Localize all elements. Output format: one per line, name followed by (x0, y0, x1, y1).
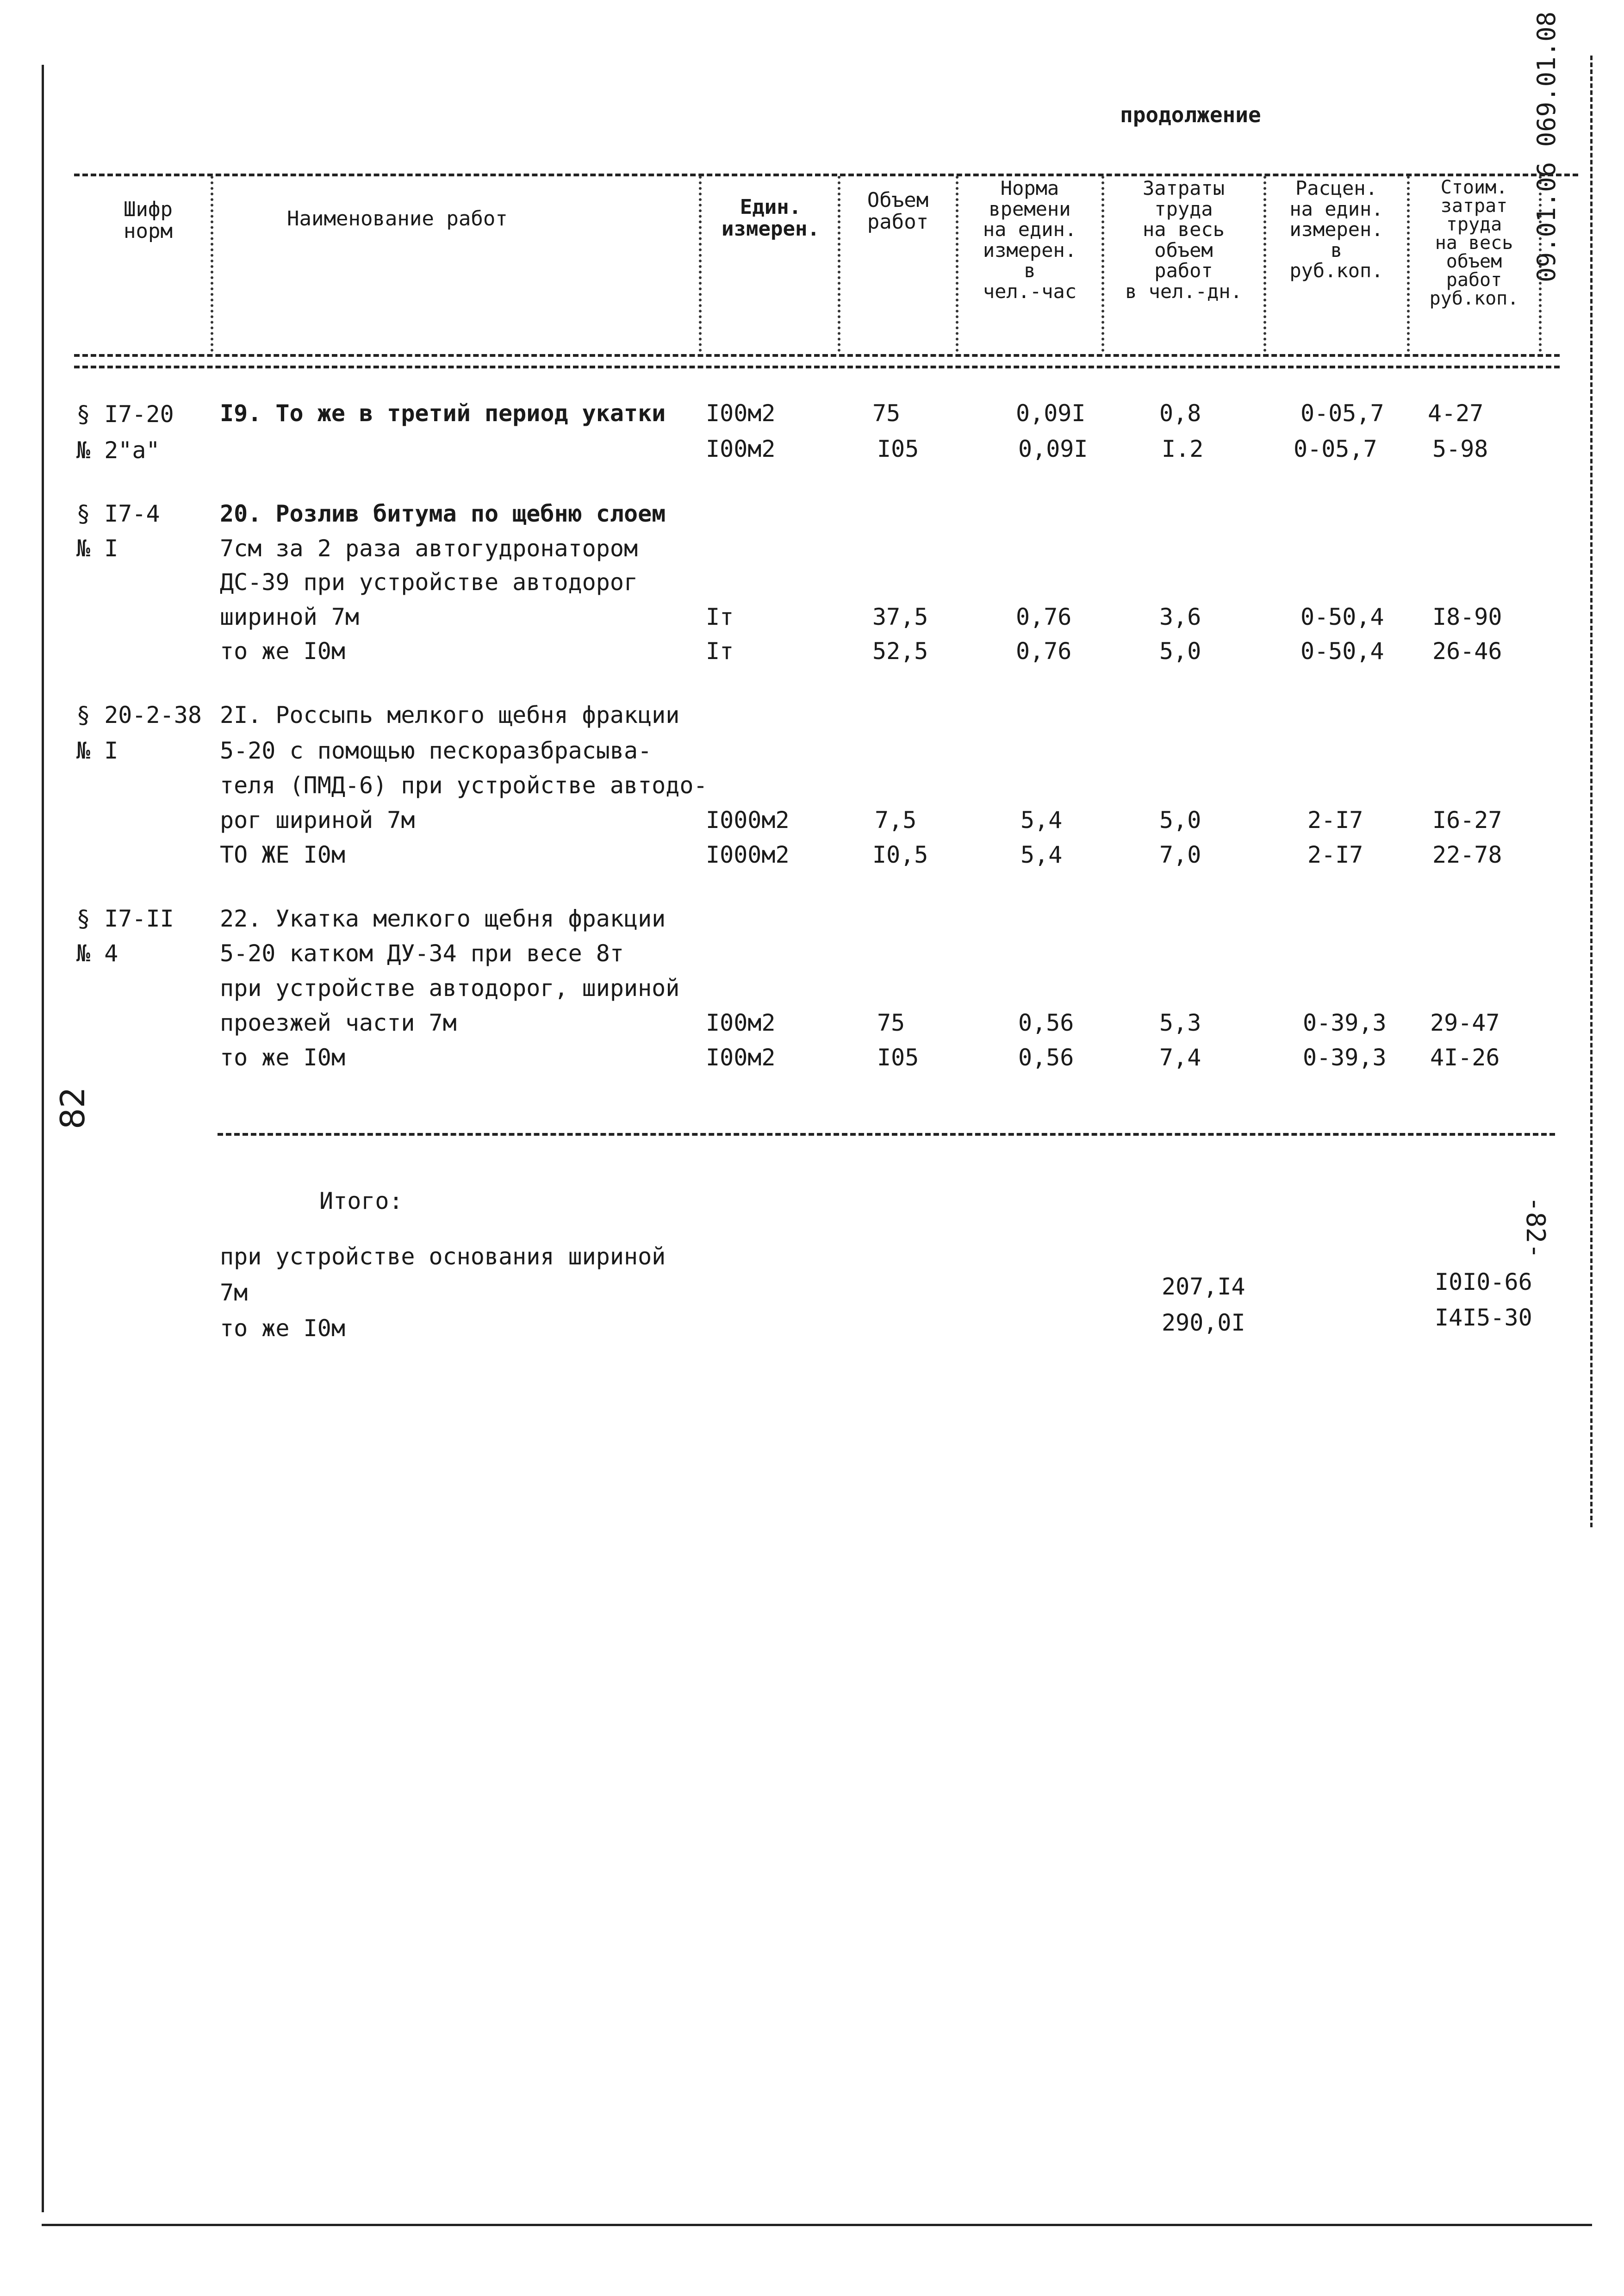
cell-norm: 0,56 (1018, 1009, 1074, 1036)
cell-volume: I05 (877, 436, 919, 462)
col-header-labor: Затраты труда на весь объем работ в чел.-дн. (1125, 177, 1242, 303)
cell-norm: 0,09I (1016, 400, 1086, 427)
cell-rate: 0-50,4 (1300, 604, 1384, 630)
cell-rate: 0-05,7 (1300, 400, 1384, 427)
col-header-cost: Стоим. затрат труда на весь объем работ руб.коп. (1429, 177, 1519, 309)
cell-cost: 4-27 (1428, 400, 1484, 427)
cell-volume: I05 (877, 1044, 919, 1071)
row-name-line: теля (ПМД-6) при устройстве автодо- (220, 772, 708, 799)
col-sep (1263, 176, 1266, 352)
row-name-line: I9. То же в третий период укатки (220, 400, 666, 427)
cell-labor: I.2 (1162, 436, 1204, 462)
cell-norm: 0,09I (1018, 436, 1088, 462)
continuation-label: продолжение (1120, 102, 1261, 127)
cell-volume: 75 (872, 400, 901, 427)
row-name-line: при устройстве автодорог, шириной (220, 975, 680, 1002)
right-border (1590, 56, 1593, 1527)
cell-volume: 37,5 (872, 604, 928, 630)
row-name-line: 20. Розлив битума по щебню слоем (220, 500, 666, 527)
cell-cost: I6-27 (1432, 807, 1502, 834)
row-code: § 20-2-38 (76, 702, 202, 728)
cell-labor: 5,0 (1159, 638, 1201, 665)
totals-divider (218, 1133, 1555, 1136)
col-header-norm: Норма времени на един. измерен. в чел.-час (983, 177, 1077, 303)
cell-cost: 29-47 (1430, 1009, 1500, 1036)
cell-rate: 2-I7 (1307, 841, 1363, 868)
row-name-line: ТО ЖЕ I0м (220, 841, 345, 868)
cell-labor: 7,0 (1159, 841, 1201, 868)
cell-volume: 52,5 (872, 638, 928, 665)
col-header-unit: Един. измерен. (722, 195, 820, 241)
cell-unit: I00м2 (706, 400, 776, 427)
col-sep (838, 176, 840, 352)
totals-cost-7m: I0I0-66 (1435, 1269, 1532, 1295)
cell-cost: 26-46 (1432, 638, 1502, 665)
col-sep (211, 176, 213, 352)
left-border (42, 65, 44, 2212)
header-top-rule (74, 174, 1578, 176)
cell-unit: Iт (706, 604, 734, 630)
totals-line: 7м (220, 1279, 248, 1306)
cell-labor: 5,0 (1159, 807, 1201, 834)
cell-cost: 4I-26 (1430, 1044, 1500, 1071)
totals-labor-7m: 207,I4 (1162, 1273, 1245, 1300)
cell-norm: 0,76 (1016, 604, 1072, 630)
row-name-line: рог шириной 7м (220, 807, 415, 834)
col-sep (1101, 176, 1104, 352)
totals-labor-10m: 290,0I (1162, 1309, 1245, 1336)
cell-norm: 0,56 (1018, 1044, 1074, 1071)
row-code: § I7-20 (76, 401, 174, 428)
cell-norm: 0,76 (1016, 638, 1072, 665)
col-header-name: Наименование работ (287, 207, 508, 230)
document-code: 09.01.06 069.01.08 (1532, 11, 1561, 282)
row-code-item: № 4 (76, 940, 118, 967)
col-header-code: Шифр норм (124, 198, 173, 243)
cell-norm: 5,4 (1020, 807, 1063, 834)
row-name-line: ДС-39 при устройстве автодорог (220, 569, 638, 596)
row-name-line: 2I. Россыпь мелкого щебня фракции (220, 702, 680, 728)
cell-rate: 0-39,3 (1303, 1009, 1387, 1036)
bottom-border (42, 2224, 1592, 2226)
cell-labor: 0,8 (1159, 400, 1201, 427)
row-code: § I7-II (76, 905, 174, 932)
cell-unit: Iт (706, 638, 734, 665)
cell-rate: 0-05,7 (1294, 436, 1377, 462)
col-header-rate: Расцен. на един. измерен. в руб.коп. (1289, 177, 1383, 282)
row-name-line: проезжей части 7м (220, 1009, 457, 1036)
cell-labor: 7,4 (1159, 1044, 1201, 1071)
cell-rate: 0-50,4 (1300, 638, 1384, 665)
cell-unit: I000м2 (706, 807, 790, 834)
row-code: § I7-4 (76, 500, 160, 527)
totals-title: Итого: (319, 1188, 403, 1214)
cell-labor: 3,6 (1159, 604, 1201, 630)
cell-volume: 7,5 (875, 807, 917, 834)
cell-volume: 75 (877, 1009, 905, 1036)
totals-cost-10m: I4I5-30 (1435, 1304, 1532, 1331)
totals-line: то же I0м (220, 1315, 345, 1342)
row-name-line: 5-20 с помощью пескоразбрасыва- (220, 737, 652, 764)
col-sep (1539, 176, 1542, 352)
row-name-line: 7см за 2 раза автогудронатором (220, 535, 638, 562)
cell-unit: I00м2 (706, 1009, 776, 1036)
col-header-volume: Объем работ (867, 188, 929, 234)
cell-rate: 0-39,3 (1303, 1044, 1387, 1071)
totals-line: при устройстве основания шириной (220, 1243, 666, 1270)
cell-unit: I00м2 (706, 1044, 776, 1071)
row-name-line: шириной 7м (220, 604, 360, 630)
row-code-item: № I (76, 737, 118, 764)
row-name-line: 22. Укатка мелкого щебня фракции (220, 905, 666, 932)
row-name-line: 5-20 катком ДУ-34 при весе 8т (220, 940, 624, 967)
header-bottom-rule-2 (74, 366, 1560, 368)
row-name-line: то же I0м (220, 1044, 345, 1071)
left-page-number: 82 (53, 1087, 92, 1129)
cell-norm: 5,4 (1020, 841, 1063, 868)
cell-unit: I000м2 (706, 841, 790, 868)
right-page-marker: -82- (1520, 1196, 1550, 1259)
cell-rate: 2-I7 (1307, 807, 1363, 834)
row-code-item: № I (76, 535, 118, 562)
row-code-item: № 2"а" (76, 437, 160, 464)
cell-cost: I8-90 (1432, 604, 1502, 630)
cell-cost: 22-78 (1432, 841, 1502, 868)
cell-volume: I0,5 (872, 841, 928, 868)
cell-cost: 5-98 (1432, 436, 1488, 462)
col-sep (956, 176, 958, 352)
row-name-line: то же I0м (220, 638, 345, 665)
cell-labor: 5,3 (1159, 1009, 1201, 1036)
col-sep (699, 176, 702, 352)
header-bottom-rule-1 (74, 354, 1560, 357)
cell-unit: I00м2 (706, 436, 776, 462)
